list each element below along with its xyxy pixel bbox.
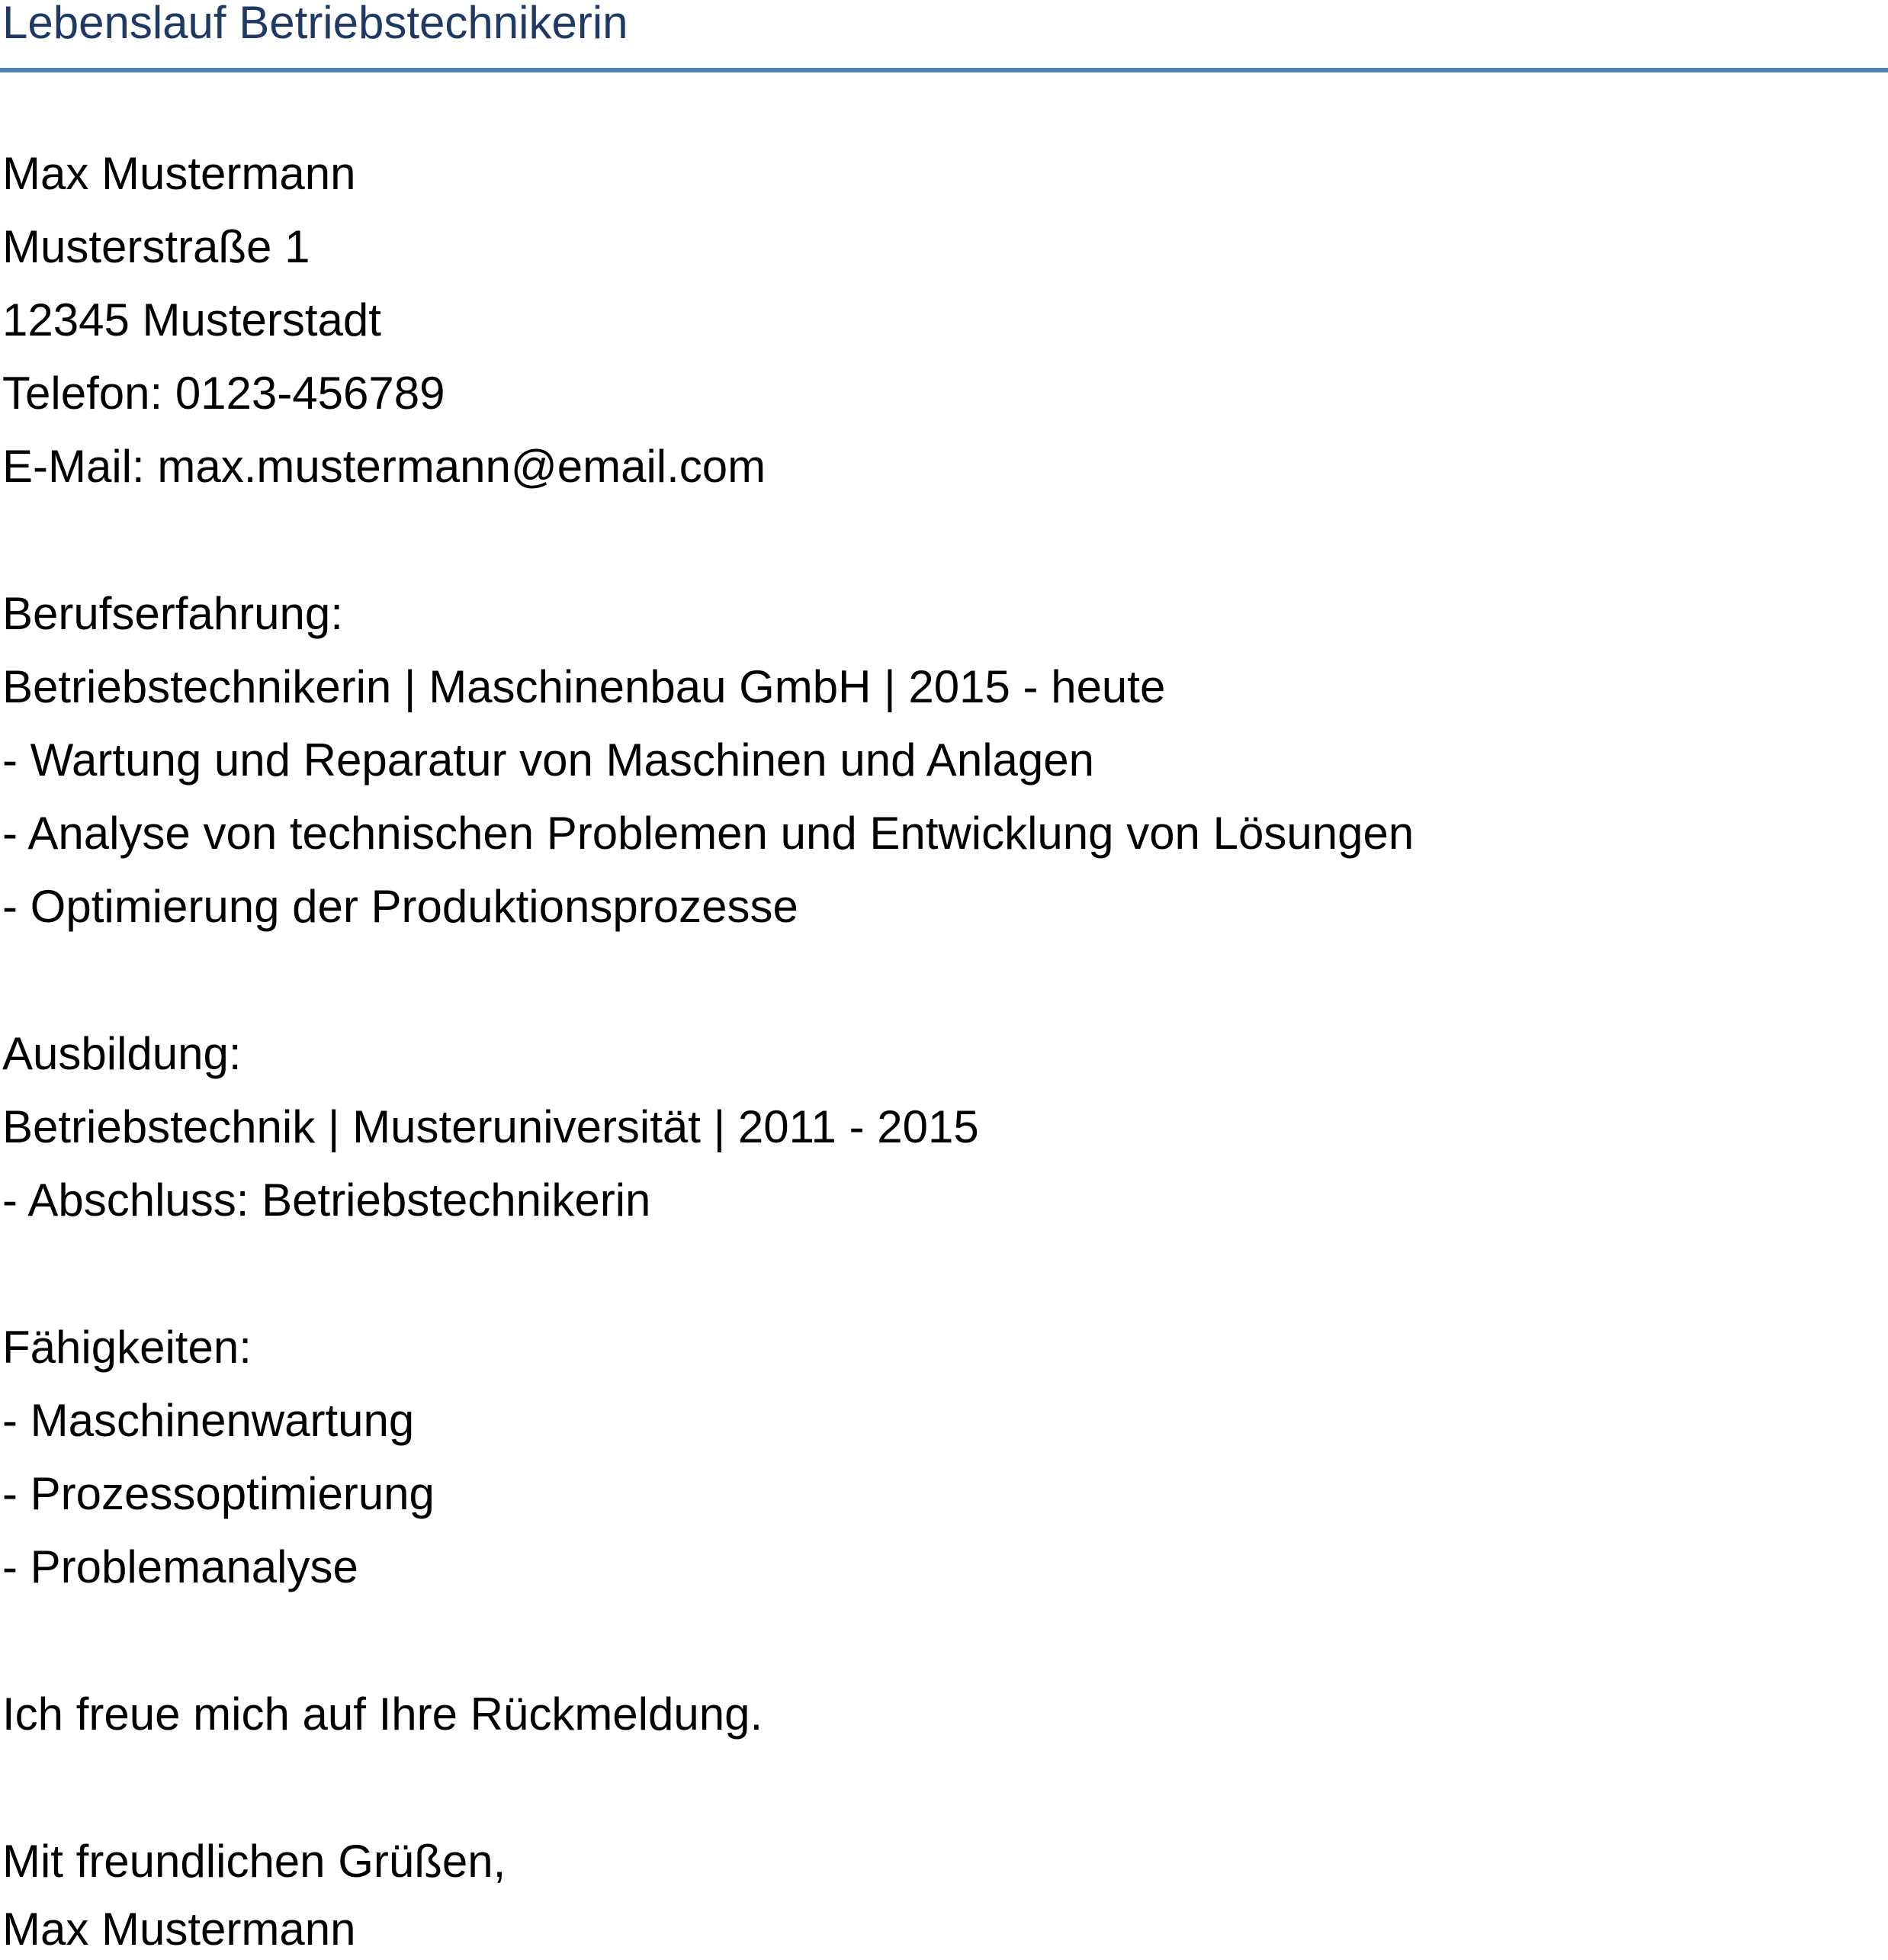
contact-phone: Telefon: 0123-456789 xyxy=(2,368,445,419)
skills-heading: Fähigkeiten: xyxy=(2,1322,252,1373)
experience-item: - Optimierung der Produktionsprozesse xyxy=(2,881,798,932)
closing-signature: Max Mustermann xyxy=(2,1904,356,1955)
experience-heading: Berufserfahrung: xyxy=(2,588,343,639)
experience-position: Betriebstechnikerin | Maschinenbau GmbH | 2015 - heute xyxy=(2,661,1166,712)
contact-name: Max Mustermann xyxy=(2,148,356,199)
skills-item: - Maschinenwartung xyxy=(2,1395,415,1446)
skills-item: - Problemanalyse xyxy=(2,1541,358,1592)
closing-sentence: Ich freue mich auf Ihre Rückmeldung. xyxy=(2,1688,763,1740)
contact-email: E-Mail: max.mustermann@email.com xyxy=(2,441,766,492)
document-title: Lebenslauf Betriebstechnikerin xyxy=(2,0,628,48)
experience-item: - Wartung und Reparatur von Maschinen und Anlagen xyxy=(2,734,1095,786)
education-heading: Ausbildung: xyxy=(2,1028,242,1079)
title-underline-rule xyxy=(0,68,1888,72)
experience-item: - Analyse von technischen Problemen und Entwicklung von Lösungen xyxy=(2,808,1414,859)
closing-greeting: Mit freundlichen Grüßen, xyxy=(2,1836,506,1887)
contact-city: 12345 Musterstadt xyxy=(2,294,381,345)
education-item: - Abschluss: Betriebstechnikerin xyxy=(2,1174,651,1226)
skills-item: - Prozessoptimierung xyxy=(2,1468,435,1519)
education-entry: Betriebstechnik | Musteruniversität | 2011 - 2015 xyxy=(2,1101,979,1152)
contact-street: Musterstraße 1 xyxy=(2,221,310,272)
